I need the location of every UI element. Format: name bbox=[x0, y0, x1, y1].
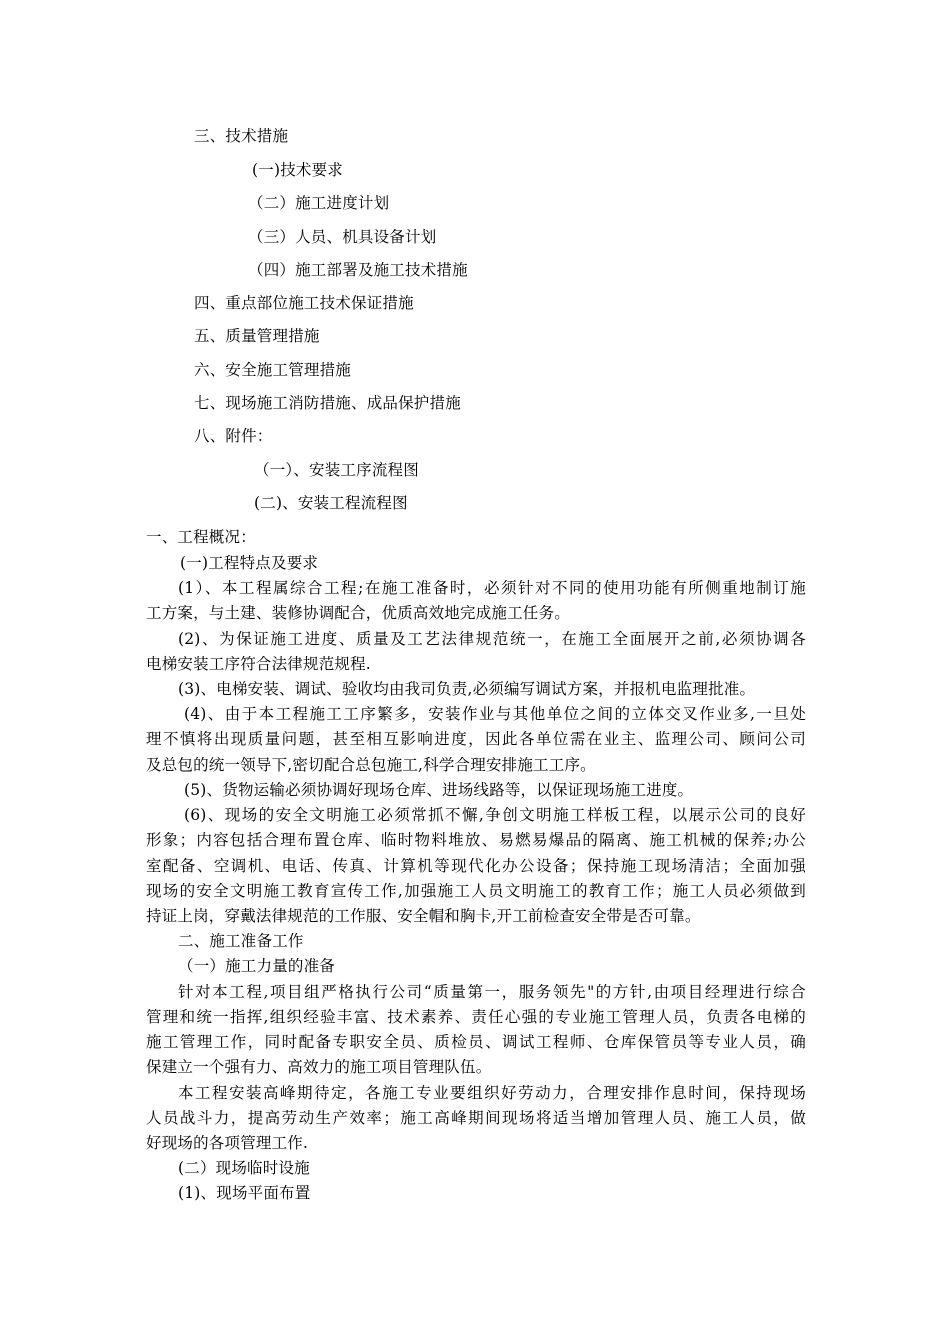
paragraph-line: (2)、为保证施工进度、质量及工艺法律规范统一，在施工全面展开之前,必须协调各 bbox=[178, 630, 806, 648]
toc-item: （三）人员、机具设备计划 bbox=[248, 228, 437, 246]
toc-item: 四、重点部位施工技术保证措施 bbox=[194, 294, 414, 312]
toc-item: 六、安全施工管理措施 bbox=[194, 361, 352, 379]
paragraph-line: 施工管理工作，同时配备专职安全员、质检员、调试工程师、仓库保管员等专业人员，确 bbox=[146, 1033, 806, 1051]
paragraph-line: 工方案，与土建、装修协调配合，优质高效地完成施工任务。 bbox=[146, 604, 570, 622]
subsection-heading: (1)、现场平面布置 bbox=[178, 1184, 311, 1202]
paragraph-line: (5)、货物运输必须协调好现场仓库、进场线路等，以保证现场施工进度。 bbox=[184, 781, 694, 799]
paragraph-line: 持证上岗，穿戴法律规范的工作服、安全帽和胸卡,开工前检查安全带是否可靠。 bbox=[146, 907, 701, 925]
paragraph-line: 室配备、空调机、电话、传真、计算机等现代化办公设备；保持施工现场清洁；全面加强 bbox=[146, 857, 806, 875]
subsection-heading: (一)工程特点及要求 bbox=[180, 554, 319, 572]
paragraph-line: 管理和统一指挥,组织经验丰富、技术素养、责任心强的专业施工管理人员，负责各电梯的 bbox=[146, 1008, 806, 1026]
toc-item: 三、技术措施 bbox=[194, 127, 289, 145]
paragraph-line: 及总包的统一领导下,密切配合总包施工,科学合理安排施工工序。 bbox=[146, 756, 596, 774]
paragraph-line: 人员战斗力，提高劳动生产效率；施工高峰期间现场将适当增加管理人员、施工人员，做 bbox=[146, 1109, 806, 1127]
paragraph-line: 现场的安全文明施工教育宣传工作,加强施工人员文明施工的教育工作；施工人员必须做到 bbox=[146, 882, 806, 900]
section-heading: 一、工程概况： bbox=[146, 528, 256, 546]
subsection-heading: (二）现场临时设施 bbox=[178, 1159, 310, 1177]
paragraph-line: 针对本工程,项目组严格执行公司“质量第一，服务领先"的方针,由项目经理进行综合 bbox=[178, 983, 806, 1001]
toc-item: （一）、安装工序流程图 bbox=[254, 461, 419, 479]
toc-item: (二)、安装工程流程图 bbox=[254, 494, 408, 512]
toc-item: (一)技术要求 bbox=[252, 161, 343, 179]
toc-item: 八、附件： bbox=[194, 427, 273, 445]
paragraph-line: 好现场的各项管理工作. bbox=[146, 1134, 309, 1152]
paragraph-line: (1）、本工程属综合工程;在施工准备时，必须针对不同的使用功能有所侧重地制订施 bbox=[178, 579, 806, 597]
toc-item: （二）施工进度计划 bbox=[248, 194, 390, 212]
paragraph-line: (3)、电梯安装、调试、验收均由我司负责,必须编写调试方案，并报机电监理批准。 bbox=[178, 680, 756, 698]
paragraph-line: (4)、由于本工程施工工序繁多，安装作业与其他单位之间的立体交叉作业多,一旦处 bbox=[184, 705, 806, 723]
paragraph-line: 本工程安装高峰期待定，各施工专业要组织好劳动力，合理安排作息时间，保持现场 bbox=[178, 1084, 806, 1102]
toc-item: 五、质量管理措施 bbox=[194, 327, 320, 345]
paragraph-line: 电梯安装工序符合法律规范规程. bbox=[146, 655, 371, 673]
paragraph-line: (6)、现场的安全文明施工必须常抓不懈,争创文明施工样板工程，以展示公司的良好 bbox=[184, 806, 806, 824]
paragraph-line: 理不慎将出现质量问题，甚至相互影响进度，因此各单位需在业主、监理公司、顾问公司 bbox=[146, 730, 806, 748]
toc-item: （四）施工部署及施工技术措施 bbox=[248, 261, 468, 279]
toc-item: 七、现场施工消防措施、成品保护措施 bbox=[194, 394, 461, 412]
paragraph-line: 保建立一个强有力、高效力的施工项目管理队伍。 bbox=[146, 1058, 492, 1076]
section-heading: 二、施工准备工作 bbox=[178, 932, 304, 950]
subsection-heading: （一）施工力量的准备 bbox=[178, 957, 336, 975]
paragraph-line: 形象；内容包括合理布置仓库、临时物料堆放、易燃易爆品的隔离、施工机械的保养;办公 bbox=[146, 831, 806, 849]
